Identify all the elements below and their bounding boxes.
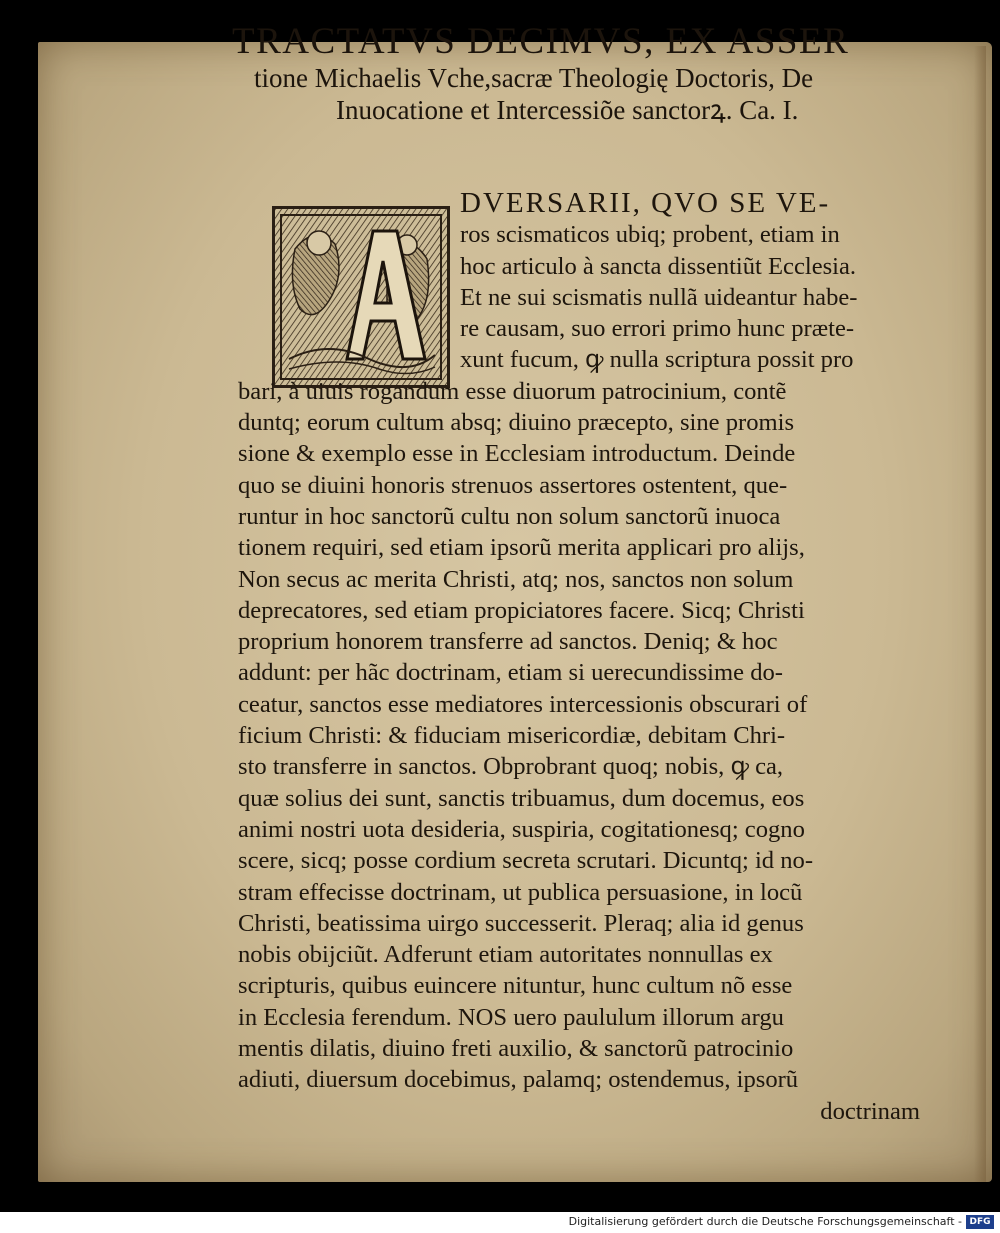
body-line: duntq; eorum cultum absq; diuino præcepto, sine promis bbox=[238, 409, 795, 437]
body-line: sione & exemplo esse in Ecclesiam introductum. Deinde bbox=[238, 440, 796, 468]
digitization-footer bbox=[0, 1212, 1000, 1233]
body-line: Christi, beatissima uirgo successerit. Pleraq; alia id genus bbox=[238, 909, 804, 937]
body-line: quæ solius dei sunt, sanctis tribuamus, dum docemus, eos bbox=[238, 784, 805, 812]
page-edge-shadow bbox=[974, 46, 986, 1182]
body-line: adiuti, diuersum docebimus, palamq; ostendemus, ipsorũ bbox=[238, 1066, 799, 1094]
body-line: stram effecisse doctrinam, ut publica persuasione, in locũ bbox=[238, 878, 803, 906]
body-line: sto transferre in sanctos. Obprobrant quoq; nobis, ꝙ ca, bbox=[238, 753, 784, 781]
body-line: hoc articulo à sancta dissentiũt Ecclesia. bbox=[460, 252, 857, 280]
body-line: runtur in hoc sanctorũ cultu non solum sanctorũ inuoca bbox=[238, 502, 781, 530]
body-line: scere, sicq; posse cordium secreta scrutari. Dicuntq; id no- bbox=[238, 847, 814, 875]
body-line: animi nostri uota desideria, suspiria, cogitationesq; cogno bbox=[238, 815, 805, 843]
catchword: doctrinam bbox=[820, 1097, 920, 1125]
body-line: ros scismaticos ubiq; probent, etiam in bbox=[460, 221, 840, 249]
title-line-1: TRACTATVS DECIMVS, EX ASSER bbox=[232, 21, 850, 62]
body-line: mentis dilatis, diuino freti auxilio, & sanctorũ patrocinio bbox=[238, 1035, 794, 1063]
body-line: tionem requiri, sed etiam ipsorũ merita applicari pro alijs, bbox=[238, 534, 805, 562]
body-line: re causam, suo errori primo hunc præte- bbox=[460, 315, 855, 343]
body-line: nobis obijciũt. Adferunt etiam autoritates nonnullas ex bbox=[238, 941, 773, 969]
body-line: Et ne sui scismatis nullã uideantur habe- bbox=[460, 283, 858, 311]
chapter-title bbox=[232, 22, 922, 126]
dfg-logo-icon: DFG bbox=[966, 1215, 994, 1229]
title-line-3: Inuocatione et Intercessiõe sanctorꝝ. Ca. I. bbox=[336, 95, 799, 125]
title-line-2: tione Michaelis Vche,sacræ Theologię Doctoris, De bbox=[254, 63, 814, 93]
body-line: DVERSARII, QVO SE VE- bbox=[460, 187, 831, 219]
body-line: quo se diuini honoris strenuos assertores ostentent, que- bbox=[238, 471, 788, 499]
body-line: ficium Christi: & fiduciam misericordiæ, debitam Chri- bbox=[238, 722, 786, 750]
body-line: addunt: per hãc doctrinam, etiam si uerecundissime do- bbox=[238, 659, 783, 687]
body-line: xunt fucum, ꝙ nulla scriptura possit pro bbox=[460, 346, 854, 374]
body-line: proprium honorem transferre ad sanctos. Deniq; & hoc bbox=[238, 628, 778, 656]
body-line: bari, à uiuis rogandum esse diuorum patrocinium, contẽ bbox=[238, 377, 787, 405]
body-line: in Ecclesia ferendum. NOS uero paululum illorum argu bbox=[238, 1003, 784, 1031]
body-line: scripturis, quibus euincere nituntur, hunc cultum nõ esse bbox=[238, 972, 793, 1000]
funding-notice: Digitalisierung gefördert durch die Deutsche Forschungsgemeinschaft - bbox=[568, 1215, 962, 1228]
body-text bbox=[238, 188, 938, 1127]
chapter-heading-block bbox=[232, 22, 922, 126]
body-line: deprecatores, sed etiam propiciatores facere. Sicq; Christi bbox=[238, 596, 805, 624]
body-line: Non secus ac merita Christi, atq; nos, sanctos non solum bbox=[238, 565, 794, 593]
body-line: ceatur, sanctos esse mediatores intercessionis obscurari of bbox=[238, 690, 808, 718]
